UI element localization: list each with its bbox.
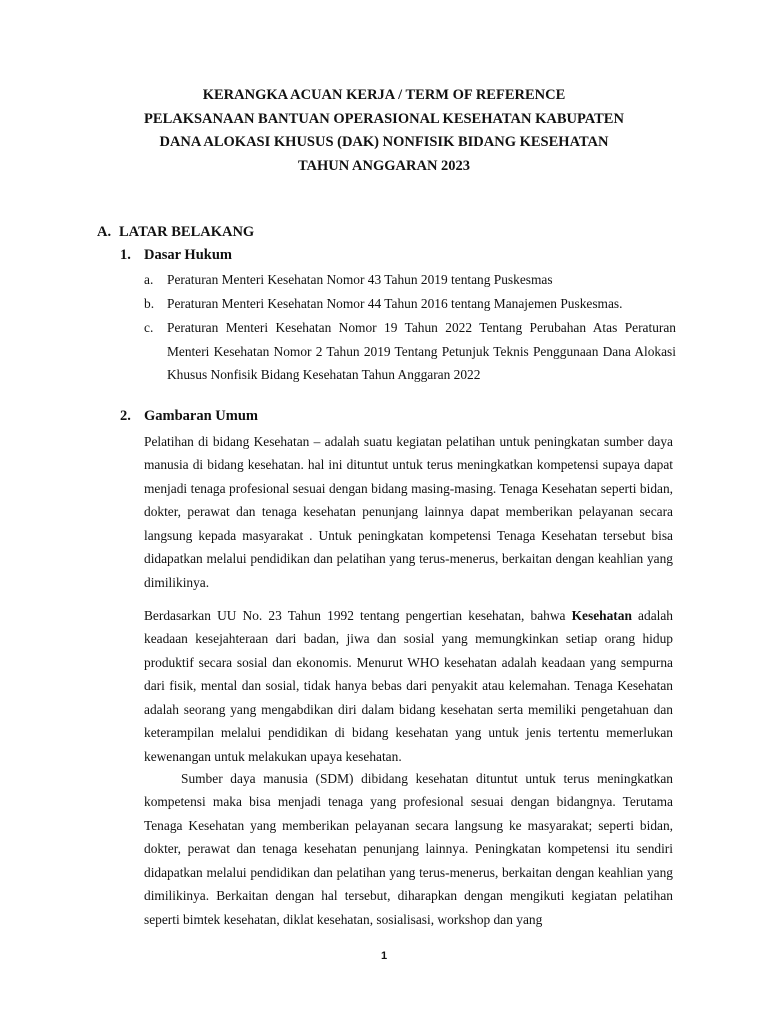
subsection-number: 1.: [120, 247, 131, 263]
paragraph-text-part: Berdasarkan UU No. 23 Tahun 1992 tentang pengertian kesehatan, bahwa: [144, 608, 572, 623]
page-number: 1: [380, 950, 388, 962]
subsection-title: Dasar Hukum: [144, 247, 232, 263]
subsection-number: 2.: [120, 408, 131, 424]
emphasis-kesehatan: Kesehatan: [571, 608, 632, 623]
title-line: KERANGKA ACUAN KERJA / TERM OF REFERENCE: [202, 87, 566, 103]
body-paragraph-1: [144, 430, 673, 594]
title-line: DANA ALOKASI KHUSUS (DAK) NONFISIK BIDANG KESEHATAN: [159, 134, 609, 150]
list-item: [144, 316, 676, 387]
body-paragraph-2: [144, 604, 673, 768]
paragraph-text-part: adalah keadaan kesejahteraan dari badan, jiwa dan sosial yang memungkinkan setiap orang hidup produktif secara sosial dan ekonomis. Menurut WHO kesehatan adalah keadaan yang sempurna dari fisik, mental dan sosial, tidak hanya bebas dari penyakit atau kelemahan. Tenaga Kesehatan adalah seorang yang mengabdikan diri dalam bidang kesehatan serta memiliki pengetahuan dan keterampilan melalui pendidikan di bidang kesehatan yang untuk jenis tertentu memerlukan kewenangan untuk melakukan upaya kesehatan.: [144, 608, 673, 764]
title-line: TAHUN ANGGARAN 2023: [297, 157, 471, 174]
subsection-title: Gambaran Umum: [144, 408, 258, 424]
list-item: [144, 268, 676, 292]
list-marker: b.: [144, 296, 155, 311]
subsection-heading-dasar-hukum: [120, 247, 232, 264]
body-paragraph-3: [144, 767, 673, 931]
section-title: LATAR BELAKANG: [119, 224, 255, 240]
title-line: PELAKSANAAN BANTUAN OPERASIONAL KESEHATAN KABUPATEN: [144, 110, 624, 127]
paragraph-text: Pelatihan di bidang Kesehatan – adalah suatu kegiatan pelatihan untuk peningkatan sumber daya manusia di bidang kesehatan. hal ini dituntut untuk terus meningkatkan kompetensi supaya dapat menjadi tenaga profesional sesuai dengan bidang masing-masing. Tenaga Kesehatan seperti bidan, dokter, perawat dan tenaga kesehatan penunjang lainnya dapat memberikan pelayanan secara langsung kepada masyarakat . Untuk peningkatan kompetensi Tenaga Kesehatan tersebut bisa didapatkan melalui pendidikan dan pelatihan yang terus-menerus, berkaitan dengan keahlian yang dimilikinya.: [144, 434, 673, 590]
section-heading-latar-belakang: [97, 224, 254, 241]
list-marker: a.: [144, 272, 154, 287]
section-number: A.: [97, 224, 112, 240]
legal-basis-list: [144, 268, 676, 387]
list-item-text: Peraturan Menteri Kesehatan Nomor 43 Tahun 2019 tentang Puskesmas: [167, 272, 553, 287]
list-item-text: Peraturan Menteri Kesehatan Nomor 44 Tahun 2016 tentang Manajemen Puskesmas.: [167, 296, 623, 311]
list-marker: c.: [144, 320, 154, 335]
paragraph-text: [144, 604, 673, 768]
paragraph-text: Sumber daya manusia (SDM) dibidang kesehatan dituntut untuk terus meningkatkan kompetensi maka bisa menjadi tenaga yang profesional sesuai dengan bidangnya. Terutama Tenaga Kesehatan yang memberikan pelayanan secara langsung ke masyarakat; seperti bidan, dokter, perawat dan tenaga kesehatan penunjang lainnya. Peningkatan kompetensi itu sendiri didapatkan melalui pendidikan dan pelatihan yang terus-menerus, berkaitan dengan keahlian yang dimilikinya. Berkaitan dengan hal tersebut, diharapkan dengan mengikuti kegiatan pelatihan seperti bimtek kesehatan, diklat kesehatan, sosialisasi, workshop dan yang: [144, 771, 673, 927]
list-item: [144, 292, 676, 316]
list-item-text: Peraturan Menteri Kesehatan Nomor 19 Tahun 2022 Tentang Perubahan Atas Peraturan Menteri Kesehatan Nomor 2 Tahun 2019 Tentang Petunjuk Teknis Penggunaan Dana Alokasi Khusus Nonfisik Bidang Kesehatan Tahun Anggaran 2022: [167, 320, 676, 382]
subsection-heading-gambaran-umum: [120, 408, 258, 425]
document-title: [0, 84, 768, 178]
